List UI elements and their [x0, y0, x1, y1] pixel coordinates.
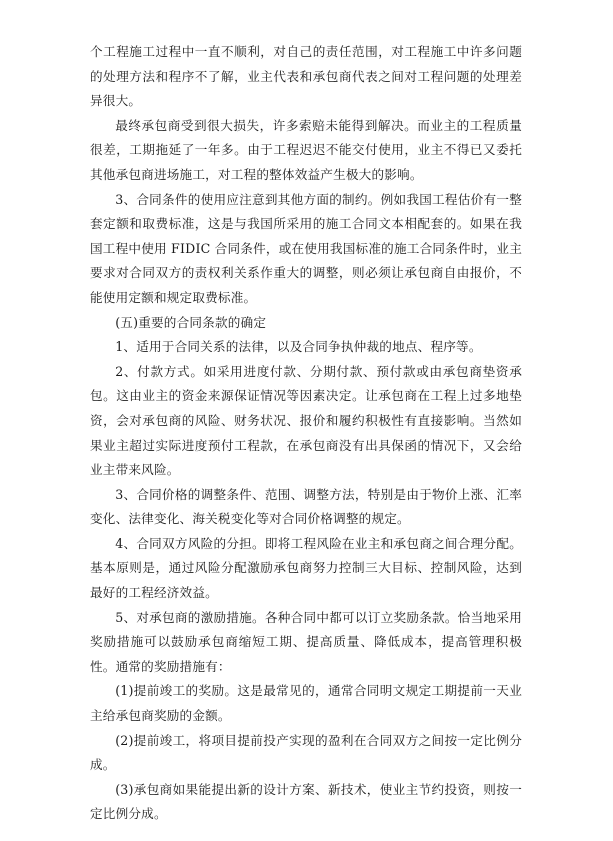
paragraph-continuation: 个工程施工过程中一直不顺利，对自己的责任范围，对工程施工中许多问题的处理方法和程序不了解，业主代表和承包商代表之间对工程问题的处理差异很大。	[90, 44, 522, 109]
paragraph-incentive-3: (3)承包商如果能提出新的设计方案、新技术，使业主节约投资，则按一定比例分成。	[90, 781, 522, 822]
section-heading-important-clauses: (五)重要的合同条款的确定	[115, 314, 267, 330]
paragraph-loss-outcome: 最终承包商受到很大损失，许多索赔未能得到解决。而业主的工程质量很差，工期拖延了一年多。由于工程迟迟不能交付使用，业主不得已又委托其他承包商进场施工，对工程的整体效益产生极大的影响。	[90, 117, 522, 182]
paragraph-item-3-contract-conditions: 3、合同条件的使用应注意到其他方面的制约。例如我国工程估价有一整套定额和取费标准，这是与我国所采用的施工合同文本相配套的。如果在我国工程中使用 FIDIC 合同条件，或在使用我国标准的施工合同条件时，业主要求对合同双方的责权利关系作重大的调整，则必须让承包商自由报价，不能使用定额和规定取费标准。	[90, 191, 522, 305]
paragraph-item-2-payment: 2、付款方式。如采用进度付款、分期付款、预付款或由承包商垫资承包。这由业主的资金来源保证情况等因素决定。让承包商在工程上过多地垫资，会对承包商的风险、财务状况、报价和履约积极性有直接影响。当然如果业主超过实际进度预付工程款，在承包商没有出具保函的情况下，又会给业主带来风险。	[90, 363, 522, 478]
paragraph-item-5-incentives: 5、对承包商的激励措施。各种合同中都可以订立奖励条款。恰当地采用奖励措施可以鼓励承包商缩短工期、提高质量、降低成本，提高管理积极性。通常的奖励措施有：	[90, 609, 522, 674]
document-body	[90, 40, 522, 827]
paragraph-item-4-risk-sharing: 4、合同双方风险的分担。即将工程风险在业主和承包商之间合理分配。基本原则是，通过风险分配激励承包商努力控制三大目标、控制风险，达到最好的工程经济效益。	[90, 535, 522, 601]
paragraph-item-1-law: 1、适用于合同关系的法律，以及合同争执仲裁的地点、程序等。	[115, 339, 482, 355]
paragraph-item-3-price-adjustment: 3、合同价格的调整条件、范围、调整方法，特别是由于物价上涨、汇率变化、法律变化、海关税变化等对合同价格调整的规定。	[90, 486, 522, 527]
paragraph-incentive-2: (2)提前竣工，将项目提前投产实现的盈利在合同双方之间按一定比例分成。	[90, 732, 522, 773]
paragraph-incentive-1: (1)提前竣工的奖励。这是最常见的，通常合同明文规定工期提前一天业主给承包商奖励的金额。	[90, 683, 522, 724]
